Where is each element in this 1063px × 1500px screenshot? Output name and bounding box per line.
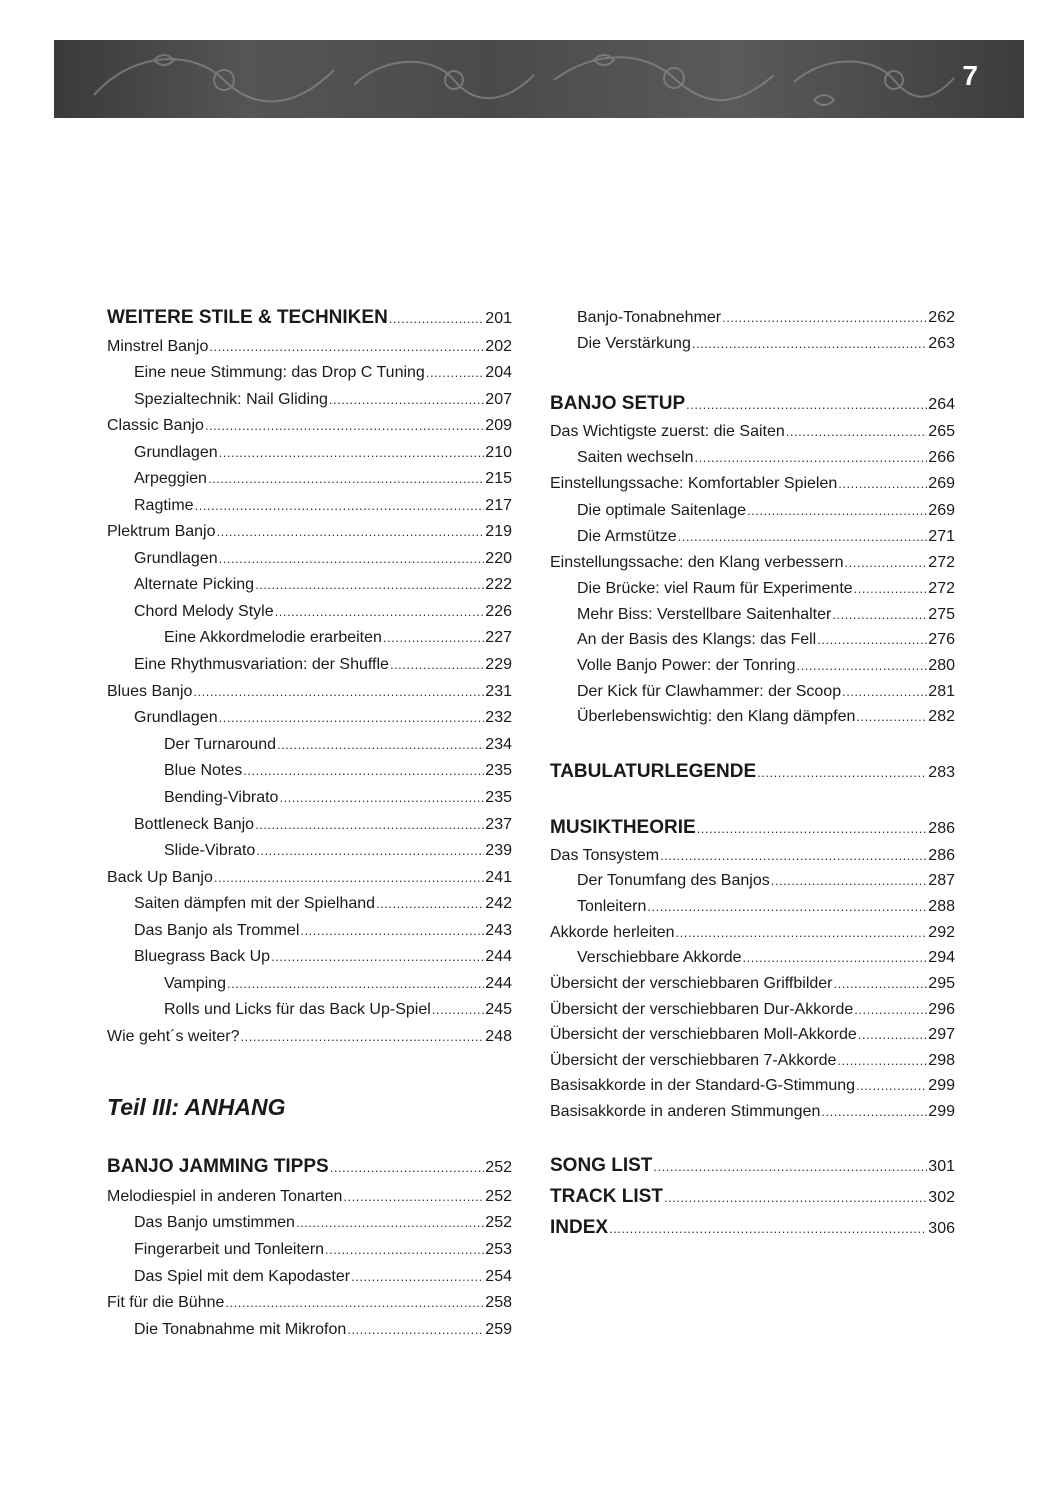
- toc-entry-title: Spezialtechnik: Nail Gliding: [134, 391, 328, 408]
- toc-entry-title: Banjo-Tonabnehmer: [577, 309, 722, 326]
- toc-entry-title: MUSIKTHEORIE: [550, 817, 696, 838]
- toc-entry-page: 299: [928, 1103, 955, 1120]
- toc-entry-page: 266: [928, 449, 955, 466]
- toc-entry-title: Grundlagen: [134, 709, 218, 726]
- toc-leader-dots: [743, 948, 928, 968]
- toc-entry-title: Bottleneck Banjo: [134, 816, 255, 833]
- toc-entry: [134, 1320, 512, 1340]
- toc-entry: [107, 1027, 512, 1047]
- toc-entry-page: 281: [928, 683, 955, 700]
- toc-entry-page: 217: [485, 497, 512, 514]
- toc-entry: [550, 923, 955, 943]
- toc-entry-page: 210: [485, 444, 512, 461]
- toc-leader-dots: [209, 337, 484, 357]
- toc-entry-title: Wie geht´s weiter?: [107, 1028, 240, 1045]
- toc-entry-title: Classic Banjo: [107, 417, 204, 434]
- toc-entry-title: Ragtime: [134, 497, 194, 514]
- toc-leader-dots: [695, 448, 928, 468]
- toc-entry-title: SONG LIST: [550, 1155, 653, 1176]
- toc-entry-page: 252: [485, 1159, 512, 1176]
- toc-entry-title: Saiten wechseln: [577, 449, 694, 466]
- toc-entry-title: Die Tonabnahme mit Mikrofon: [134, 1321, 347, 1338]
- toc-entry-page: 283: [928, 764, 955, 781]
- toc-leader-dots: [647, 897, 927, 917]
- toc-entry-title: Saiten dämpfen mit der Spielhand: [134, 895, 376, 912]
- toc-entry-title: Blue Notes: [164, 762, 243, 779]
- toc-entry: [134, 469, 512, 489]
- toc-entry-title: Das Spiel mit dem Kapodaster: [134, 1268, 351, 1285]
- toc-leader-dots: [277, 735, 484, 755]
- toc-entry-title: Eine Akkordmelodie erarbeiten: [164, 629, 382, 646]
- toc-entry: [550, 846, 955, 866]
- toc-entry: [107, 308, 512, 329]
- ornament-scroll-icon: [54, 40, 1024, 118]
- toc-entry-title: TRACK LIST: [550, 1186, 663, 1207]
- toc-leader-dots: [817, 630, 927, 650]
- toc-leader-dots: [227, 974, 484, 994]
- toc-leader-dots: [325, 1240, 484, 1260]
- toc-entry: [577, 871, 955, 891]
- toc-leader-dots: [243, 761, 484, 781]
- toc-leader-dots: [664, 1188, 927, 1208]
- toc-entry-title: Die optimale Saitenlage: [577, 502, 746, 519]
- toc-leader-dots: [786, 422, 928, 442]
- toc-entry-title: Eine neue Stimmung: das Drop C Tuning: [134, 364, 425, 381]
- toc-entry-page: 297: [928, 1026, 955, 1043]
- toc-entry-page: 271: [928, 528, 955, 545]
- toc-entry: [164, 788, 512, 808]
- toc-entry-page: 282: [928, 708, 955, 725]
- toc-entry: [107, 682, 512, 702]
- toc-entry-page: 235: [485, 789, 512, 806]
- toc-entry: [577, 308, 955, 328]
- toc-leader-dots: [255, 575, 484, 595]
- toc-entry: [550, 818, 955, 839]
- toc-entry-page: 258: [485, 1294, 512, 1311]
- toc-entry-page: 254: [485, 1268, 512, 1285]
- toc-entry-title: Rolls und Licks für das Back Up-Spiel: [164, 1001, 431, 1018]
- toc-leader-dots: [241, 1027, 485, 1047]
- toc-entry: [134, 1267, 512, 1287]
- toc-entry-page: 295: [928, 975, 955, 992]
- toc-entry: [577, 501, 955, 521]
- toc-entry: [134, 708, 512, 728]
- toc-entry-page: 245: [485, 1001, 512, 1018]
- toc-entry: [577, 527, 955, 547]
- toc-entry-title: Minstrel Banjo: [107, 338, 209, 355]
- toc-entry-page: 299: [928, 1077, 955, 1094]
- toc-entry-page: 242: [485, 895, 512, 912]
- toc-entry-page: 244: [485, 948, 512, 965]
- toc-entry-title: Das Tonsystem: [550, 847, 660, 864]
- toc-leader-dots: [330, 1158, 485, 1178]
- toc-leader-dots: [858, 1025, 928, 1045]
- toc-leader-dots: [271, 947, 484, 967]
- toc-entry: [164, 735, 512, 755]
- toc-leader-dots: [296, 1213, 484, 1233]
- toc-entry: [134, 575, 512, 595]
- toc-leader-dots: [757, 763, 927, 783]
- toc-entry-page: 237: [485, 816, 512, 833]
- toc-entry-page: 262: [928, 309, 955, 326]
- toc-entry: [550, 974, 955, 994]
- toc-entry-title: Vamping: [164, 975, 226, 992]
- toc-entry: [134, 390, 512, 410]
- toc-entry: [577, 682, 955, 702]
- toc-entry-title: Volle Banjo Power: der Tonring: [577, 657, 796, 674]
- toc-entry-page: 263: [928, 335, 955, 352]
- toc-leader-dots: [219, 708, 485, 728]
- toc-entry-title: Der Kick für Clawhammer: der Scoop: [577, 683, 842, 700]
- toc-entry-page: 207: [485, 391, 512, 408]
- toc-entry-title: Der Tonumfang des Banjos: [577, 872, 770, 889]
- toc-leader-dots: [217, 522, 485, 542]
- toc-entry: [577, 334, 955, 354]
- toc-entry: [134, 363, 512, 383]
- toc-leader-dots: [837, 1051, 927, 1071]
- toc-entry-title: Das Wichtigste zuerst: die Saiten: [550, 423, 785, 440]
- toc-entry: [134, 947, 512, 967]
- toc-leader-dots: [219, 443, 485, 463]
- toc-entry: [164, 974, 512, 994]
- toc-entry-title: An der Basis des Klangs: das Fell: [577, 631, 817, 648]
- toc-entry: [550, 1000, 955, 1020]
- toc-entry-title: Grundlagen: [134, 444, 218, 461]
- toc-entry-page: 232: [485, 709, 512, 726]
- toc-entry-title: Das Banjo als Trommel: [134, 922, 300, 939]
- toc-leader-dots: [771, 871, 928, 891]
- toc-leader-dots: [676, 923, 928, 943]
- toc-entry-page: 241: [485, 869, 512, 886]
- toc-leader-dots: [383, 628, 484, 648]
- toc-entry-title: Basisakkorde in anderen Stimmungen: [550, 1103, 821, 1120]
- toc-entry-title: Blues Banjo: [107, 683, 193, 700]
- toc-leader-dots: [845, 553, 928, 573]
- toc-entry-title: Überlebenswichtig: den Klang dämpfen: [577, 708, 856, 725]
- toc-entry: [134, 1213, 512, 1233]
- toc-entry: [550, 474, 955, 494]
- toc-leader-dots: [722, 308, 927, 328]
- toc-entry-title: Alternate Picking: [134, 576, 255, 593]
- toc-leader-dots: [255, 815, 484, 835]
- toc-entry-page: 287: [928, 872, 955, 889]
- toc-entry-title: BANJO JAMMING TIPPS: [107, 1156, 329, 1177]
- toc-entry: [577, 630, 955, 650]
- toc-entry-page: 252: [485, 1214, 512, 1231]
- toc-entry: [550, 553, 955, 573]
- toc-entry: [577, 897, 955, 917]
- toc-entry: [550, 394, 955, 415]
- toc-leader-dots: [193, 682, 484, 702]
- toc-leader-dots: [838, 474, 927, 494]
- toc-entry-page: 272: [928, 580, 955, 597]
- toc-entry-page: 294: [928, 949, 955, 966]
- toc-entry-page: 302: [928, 1189, 955, 1206]
- toc-entry-page: 292: [928, 924, 955, 941]
- toc-entry: [550, 1187, 955, 1208]
- toc-entry-title: Grundlagen: [134, 550, 218, 567]
- toc-leader-dots: [275, 602, 485, 622]
- toc-entry-page: 222: [485, 576, 512, 593]
- toc-entry: [577, 707, 955, 727]
- toc-entry-title: Bluegrass Back Up: [134, 948, 271, 965]
- toc-entry-title: Der Turnaround: [164, 736, 277, 753]
- toc-leader-dots: [856, 1076, 927, 1096]
- toc-entry-page: 202: [485, 338, 512, 355]
- toc-entry-title: BANJO SETUP: [550, 393, 686, 414]
- toc-leader-dots: [426, 363, 484, 383]
- toc-leader-dots: [347, 1320, 484, 1340]
- toc-entry: [107, 416, 512, 436]
- toc-entry-title: Arpeggien: [134, 470, 207, 487]
- toc-entry: [164, 841, 512, 861]
- toc-entry-page: 231: [485, 683, 512, 700]
- toc-leader-dots: [609, 1219, 927, 1239]
- toc-leader-dots: [214, 868, 484, 888]
- toc-entry: [550, 1076, 955, 1096]
- toc-entry: [577, 605, 955, 625]
- toc-leader-dots: [842, 682, 927, 702]
- toc-entry-page: 296: [928, 1001, 955, 1018]
- toc-entry: [164, 628, 512, 648]
- toc-entry-page: 280: [928, 657, 955, 674]
- toc-leader-dots: [256, 841, 484, 861]
- toc-entry-page: 269: [928, 502, 955, 519]
- toc-entry-page: 226: [485, 603, 512, 620]
- toc-entry: [134, 894, 512, 914]
- toc-entry: [107, 868, 512, 888]
- toc-entry: [134, 602, 512, 622]
- toc-leader-dots: [376, 894, 484, 914]
- page-header-banner: [54, 40, 1024, 118]
- toc-leader-dots: [432, 1000, 485, 1020]
- toc-entry-title: Mehr Biss: Verstellbare Saitenhalter: [577, 606, 832, 623]
- toc-entry: [107, 1157, 512, 1178]
- toc-entry-title: Eine Rhythmusvariation: der Shuffle: [134, 656, 389, 673]
- page-number: 7: [962, 60, 978, 91]
- toc-entry-page: 288: [928, 898, 955, 915]
- toc-leader-dots: [390, 655, 484, 675]
- toc-entry-title: WEITERE STILE & TECHNIKEN: [107, 307, 388, 328]
- toc-leader-dots: [821, 1102, 927, 1122]
- toc-entry-title: Einstellungssache: den Klang verbessern: [550, 554, 844, 571]
- toc-entry-title: TABULATURLEGENDE: [550, 761, 757, 782]
- toc-entry-page: 301: [928, 1158, 955, 1175]
- toc-leader-dots: [205, 416, 484, 436]
- toc-leader-dots: [389, 309, 485, 329]
- toc-entry-page: 286: [928, 847, 955, 864]
- toc-leader-dots: [225, 1293, 484, 1313]
- toc-entry-page: 269: [928, 475, 955, 492]
- toc-entry-title: Fingerarbeit und Tonleitern: [134, 1241, 325, 1258]
- toc-entry-page: 244: [485, 975, 512, 992]
- toc-leader-dots: [832, 605, 927, 625]
- toc-entry-title: Plektrum Banjo: [107, 523, 216, 540]
- toc-entry: [577, 656, 955, 676]
- toc-entry-title: INDEX: [550, 1217, 609, 1238]
- toc-entry-page: 252: [485, 1188, 512, 1205]
- toc-leader-dots: [300, 921, 484, 941]
- toc-entry-title: Übersicht der verschiebbaren Griffbilder: [550, 975, 833, 992]
- toc-entry-page: 286: [928, 820, 955, 837]
- toc-entry-title: Die Brücke: viel Raum für Experimente: [577, 580, 853, 597]
- toc-leader-dots: [697, 819, 928, 839]
- toc-leader-dots: [747, 501, 927, 521]
- toc-entry: [134, 549, 512, 569]
- toc-entry-title: Die Armstütze: [577, 528, 677, 545]
- toc-entry-page: 201: [485, 310, 512, 327]
- toc-leader-dots: [329, 390, 484, 410]
- toc-entry-page: 253: [485, 1241, 512, 1258]
- toc-leader-dots: [208, 469, 484, 489]
- toc-entry: [550, 1102, 955, 1122]
- toc-entry-title: Übersicht der verschiebbaren Moll-Akkorde: [550, 1026, 857, 1043]
- toc-entry-title: Übersicht der verschiebbaren 7-Akkorde: [550, 1052, 837, 1069]
- toc-entry-page: 272: [928, 554, 955, 571]
- toc-leader-dots: [660, 846, 927, 866]
- toc-leader-dots: [856, 707, 927, 727]
- toc-entry-title: Back Up Banjo: [107, 869, 213, 886]
- toc-entry-page: 227: [485, 629, 512, 646]
- toc-entry-title: Verschiebbare Akkorde: [577, 949, 742, 966]
- toc-leader-dots: [195, 496, 485, 516]
- toc-leader-dots: [797, 656, 928, 676]
- toc-leader-dots: [854, 579, 928, 599]
- toc-leader-dots: [834, 974, 928, 994]
- part-title: Teil III: ANHANG: [107, 1094, 286, 1120]
- toc-entry-page: 265: [928, 423, 955, 440]
- toc-entry-page: 220: [485, 550, 512, 567]
- toc-entry-title: Die Verstärkung: [577, 335, 691, 352]
- toc-entry-page: 235: [485, 762, 512, 779]
- toc-entry-title: Basisakkorde in der Standard-G-Stimmung: [550, 1077, 856, 1094]
- toc-entry: [550, 1156, 955, 1177]
- toc-entry-title: Einstellungssache: Komfortabler Spielen: [550, 475, 838, 492]
- toc-leader-dots: [279, 788, 484, 808]
- toc-entry-page: 204: [485, 364, 512, 381]
- toc-leader-dots: [678, 527, 928, 547]
- toc-entry-title: Tonleitern: [577, 898, 647, 915]
- toc-entry-title: Chord Melody Style: [134, 603, 274, 620]
- toc-entry: [550, 762, 955, 783]
- toc-entry: [550, 1025, 955, 1045]
- toc-entry-title: Fit für die Bühne: [107, 1294, 225, 1311]
- toc-leader-dots: [692, 334, 927, 354]
- toc-entry-page: 219: [485, 523, 512, 540]
- toc-entry: [134, 1240, 512, 1260]
- toc-entry-page: 229: [485, 656, 512, 673]
- toc-entry: [107, 1293, 512, 1313]
- toc-entry-page: 264: [928, 396, 955, 413]
- toc-entry: [134, 496, 512, 516]
- toc-entry-title: Übersicht der verschiebbaren Dur-Akkorde: [550, 1001, 854, 1018]
- toc-leader-dots: [219, 549, 485, 569]
- toc-entry: [107, 1187, 512, 1207]
- toc-entry: [550, 1051, 955, 1071]
- toc-leader-dots: [351, 1267, 484, 1287]
- toc-entry: [107, 522, 512, 542]
- toc-entry-page: 234: [485, 736, 512, 753]
- toc-entry: [134, 655, 512, 675]
- toc-entry-page: 209: [485, 417, 512, 434]
- toc-entry: [134, 443, 512, 463]
- toc-entry: [550, 422, 955, 442]
- toc-entry: [164, 761, 512, 781]
- toc-entry-page: 298: [928, 1052, 955, 1069]
- toc-leader-dots: [854, 1000, 927, 1020]
- toc-entry-page: 275: [928, 606, 955, 623]
- toc-entry-title: Slide-Vibrato: [164, 842, 256, 859]
- toc-entry-page: 306: [928, 1220, 955, 1237]
- toc-entry: [550, 1218, 955, 1239]
- toc-leader-dots: [686, 395, 927, 415]
- toc-entry-page: 239: [485, 842, 512, 859]
- toc-entry-page: 248: [485, 1028, 512, 1045]
- toc-entry-page: 276: [928, 631, 955, 648]
- toc-leader-dots: [343, 1187, 484, 1207]
- toc-entry: [577, 948, 955, 968]
- toc-entry: [107, 337, 512, 357]
- toc-entry: [577, 579, 955, 599]
- toc-entry: [134, 815, 512, 835]
- toc-entry-page: 215: [485, 470, 512, 487]
- toc-leader-dots: [653, 1157, 927, 1177]
- toc-entry-title: Bending-Vibrato: [164, 789, 279, 806]
- toc-entry: [164, 1000, 512, 1020]
- toc-entry-title: Das Banjo umstimmen: [134, 1214, 295, 1231]
- toc-entry-title: Melodiespiel in anderen Tonarten: [107, 1188, 343, 1205]
- toc-entry-page: 259: [485, 1321, 512, 1338]
- toc-entry: [134, 921, 512, 941]
- toc-entry: [577, 448, 955, 468]
- toc-entry-page: 243: [485, 922, 512, 939]
- toc-entry-title: Akkorde herleiten: [550, 924, 675, 941]
